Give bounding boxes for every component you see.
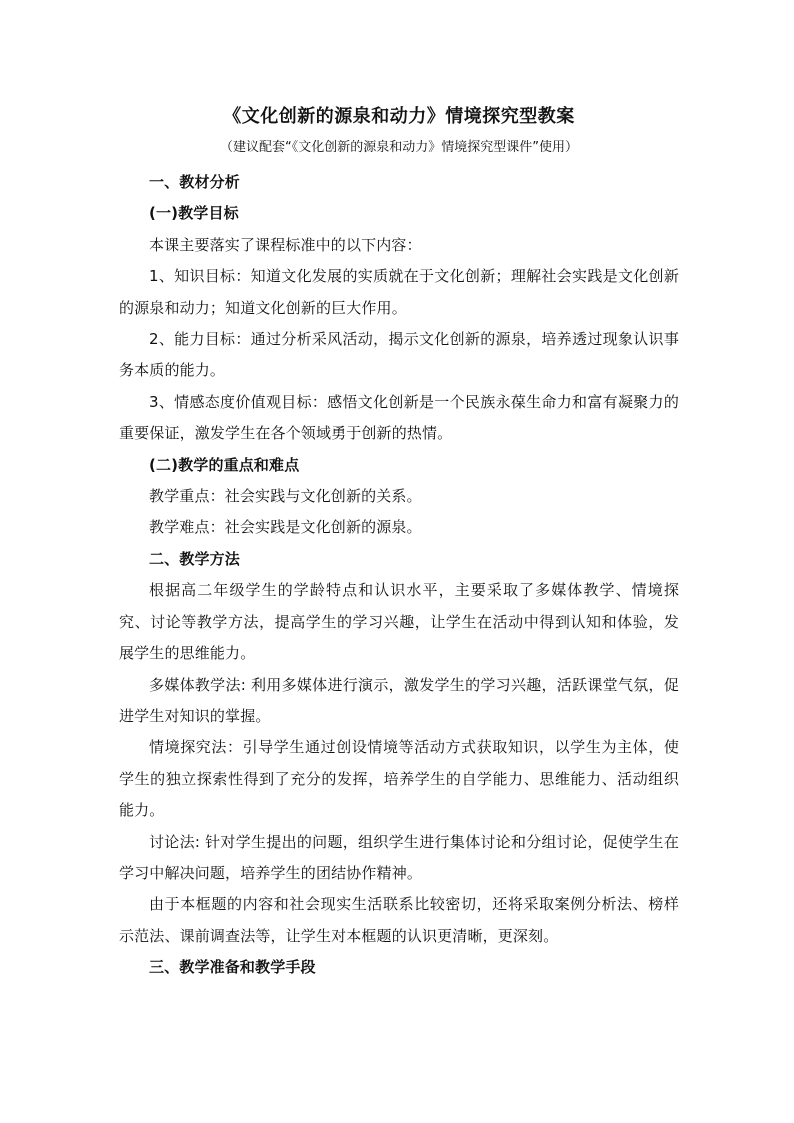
paragraph-knowledge-objective: 1、知识目标：知道文化发展的实质就在于文化创新；理解社会实践是文化创新的源泉和动力；知道文化创新的巨大作用。 — [119, 267, 679, 317]
document-body — [119, 103, 679, 984]
paragraph-methods-overview: 根据高二年级学生的学龄特点和认识水平，主要采取了多媒体教学、情境探究、讨论等教学方法，提高学生的学习兴趣，让学生在活动中得到认知和体验，发展学生的思维能力。 — [119, 581, 679, 663]
paragraph-values-objective: 3、情感态度价值观目标：感悟文化创新是一个民族永葆生命力和富有凝聚力的重要保证，激发学生在各个领域勇于创新的热情。 — [119, 392, 679, 443]
section-heading-preparation: 三、教学准备和教学手段 — [149, 958, 316, 977]
document-title: 《文化创新的源泉和动力》情境探究型教案 — [223, 106, 575, 127]
paragraph-ability-objective: 2、能力目标：通过分析采风活动，揭示文化创新的源泉，培养透过现象认识事务本质的能力。 — [119, 330, 679, 380]
paragraph-key-point: 教学重点：社会实践与文化创新的关系。 — [149, 487, 422, 506]
paragraph-other-methods: 由于本框题的内容和社会现实生活联系比较密切，还将采取案例分析法、榜样示范法、课前调查法等，让学生对本框题的认识更清晰，更深刻。 — [119, 895, 679, 945]
section-heading-teaching-methods: 二、教学方法 — [149, 549, 240, 568]
subsection-heading-key-points: (二)教学的重点和难点 — [149, 455, 300, 474]
paragraph-discussion-method: 讨论法: 针对学生提出的问题，组织学生进行集体讨论和分组讨论，促使学生在学习中解决问题，培养学生的团结协作精神。 — [119, 832, 679, 882]
subsection-heading-teaching-objectives: (一)教学目标 — [149, 204, 239, 223]
section-heading-textbook-analysis: 一、教材分析 — [149, 173, 240, 191]
paragraph-curriculum-intro: 本课主要落实了课程标准中的以下内容： — [149, 235, 422, 254]
paragraph-difficult-point: 教学难点：社会实践是文化创新的源泉。 — [149, 518, 422, 537]
paragraph-inquiry-method: 情境探究法：引导学生通过创设情境等活动方式获取知识，以学生为主体，使学生的独立探索性得到了充分的发挥，培养学生的自学能力、思维能力、活动组织能力。 — [119, 738, 679, 820]
paragraph-multimedia-method: 多媒体教学法: 利用多媒体进行演示，激发学生的学习兴趣，活跃课堂气氛，促进学生对知识的掌握。 — [119, 675, 679, 725]
document-subtitle: （建议配套“《文化创新的源泉和动力》情境探究型课件”使用） — [220, 140, 578, 155]
